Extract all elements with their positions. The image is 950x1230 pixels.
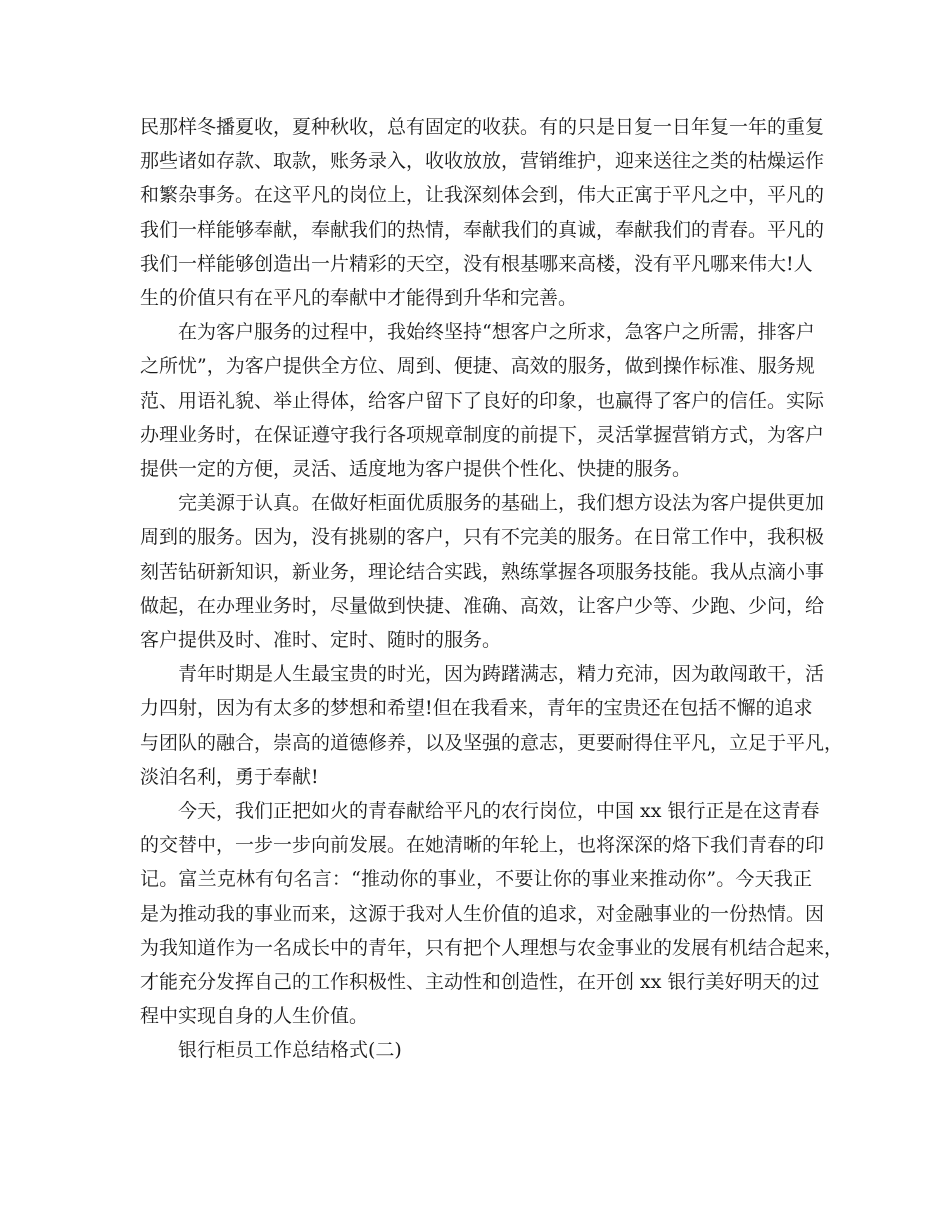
paragraph-4 xyxy=(140,657,844,794)
paragraph-1 xyxy=(140,110,825,315)
text-line: 和繁杂事务。在这平凡的岗位上，让我深刻体会到，伟大正寓于平凡之中，平凡的 xyxy=(140,184,825,207)
text-line: 那些诸如存款、取款，账务录入，收收放放，营销维护，迎来送往之类的枯燥运作 xyxy=(140,150,825,173)
text-line: 办理业务时，在保证遵守我行各项规章制度的前提下，灵活掌握营销方式，为客户 xyxy=(140,423,825,446)
text-line: 之所忧”，为客户提供全方位、周到、便捷、高效的服务，做到操作标准、服务规 xyxy=(140,355,815,378)
text-line: 青年时期是人生最宝贵的时光，因为踌躇满志，精力充沛，因为敢闯敢干，活 xyxy=(178,663,825,686)
text-line: 提供一定的方便，灵活、适度地为客户提供个性化、快捷的服务。 xyxy=(140,458,692,481)
text-line: 与团队的融合，崇高的道德修养，以及坚强的意志，更要耐得住平凡，立足于平凡， xyxy=(140,731,844,754)
text-line: 周到的服务。因为，没有挑剔的客户，只有不完美的服务。在日常工作中，我积极 xyxy=(140,526,825,549)
text-line: 记。富兰克林有句名言：“推动你的事业，不要让你的事业来推动你”。今天我正 xyxy=(140,868,812,891)
document-page xyxy=(140,110,844,1068)
text-line: 客户提供及时、准时、定时、随时的服务。 xyxy=(140,629,502,652)
text-line: 在为客户服务的过程中，我始终坚持“想客户之所求，急客户之所需，排客户 xyxy=(178,321,815,344)
text-line: 刻苦钻研新知识，新业务，理论结合实践，熟练掌握各项服务技能。我从点滴小事 xyxy=(140,560,825,583)
text-line: 民那样冬播夏收，夏种秋收，总有固定的收获。有的只是日复一日年复一年的重复 xyxy=(140,116,825,138)
paragraph-5 xyxy=(140,794,844,1033)
text-line: 范、用语礼貌、举止得体，给客户留下了良好的印象，也赢得了客户的信任。实际 xyxy=(140,389,825,412)
text-line: 我们一样能够奉献，奉献我们的热情，奉献我们的真诚，奉献我们的青春。平凡的 xyxy=(140,218,825,241)
text-line: 才能充分发挥自己的工作积极性、主动性和创造性，在开创 xx 银行美好明天的过 xyxy=(140,971,820,994)
text-line: 为我知道作为一名成长中的青年，只有把个人理想与农金事业的发展有机结合起来， xyxy=(140,936,844,959)
text-line: 我们一样能够创造出一片精彩的天空，没有根基哪来高楼，没有平凡哪来伟大!人 xyxy=(140,252,813,275)
text-line: 做起，在办理业务时，尽量做到快捷、准确、高效，让客户少等、少跑、少问，给 xyxy=(140,594,825,617)
section-heading: 银行柜员工作总结格式(二) xyxy=(178,1039,402,1062)
text-line: 生的价值只有在平凡的奉献中才能得到升华和完善。 xyxy=(140,287,578,310)
paragraph-2 xyxy=(140,315,825,486)
text-line: 程中实现自身的人生价值。 xyxy=(140,1005,369,1028)
text-line: 完美源于认真。在做好柜面优质服务的基础上，我们想方设法为客户提供更加 xyxy=(178,492,825,515)
text-line: 今天，我们正把如火的青春献给平凡的农行岗位，中国 xx 银行正是在这青春 xyxy=(178,800,820,823)
text-line: 淡泊名利，勇于奉献! xyxy=(140,765,319,788)
paragraph-3 xyxy=(140,486,825,657)
text-line: 是为推动我的事业而来，这源于我对人生价值的追求，对金融事业的一份热情。因 xyxy=(140,902,825,925)
text-line: 的交替中，一步一步向前发展。在她清晰的年轮上，也将深深的烙下我们青春的印 xyxy=(140,834,825,857)
text-line: 力四射，因为有太多的梦想和希望!但在我看来，青年的宝贵还在包括不懈的追求 xyxy=(140,697,813,720)
